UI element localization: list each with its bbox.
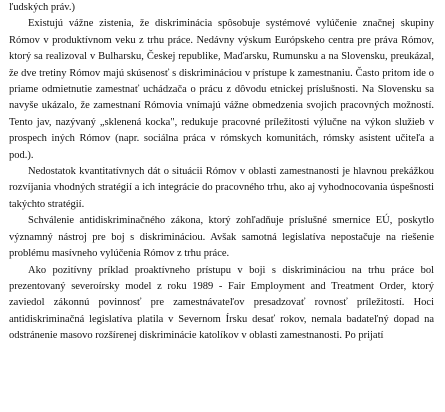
paragraph-data-shortage: Nedostatok kvantitatívnych dát o situácii Rómov v oblasti zamestnanosti je hlavnou prekážkou rozvíjania vhodných stratégií a ich integrácie do pracovného trhu, ako aj vyhodnocovania úspešnosti takýchto stratégií. xyxy=(9,166,434,210)
paragraph-northern-ireland-model: Ako pozitívny príklad proaktívneho prístupu v boji s diskrimináciou na trhu práce bol prezentovaný severoírsky model z roku 1989 - Fair Employment and Treatment Order, ktorý zaviedol zákonnú povinnosť pre zamestnávateľov presadzovať rovnosť príležitostí. Hoci antidiskriminačná legislatíva platila v Severnom Írsku desať rokov, nemala badateľný dopad na odstránenie masovo rozšírenej diskriminácie katolíkov v oblasti zamestnanosti. Po prijatí xyxy=(9,264,434,342)
paragraph-discrimination-findings: Existujú vážne zistenia, že diskriminácia spôsobuje systémové vylúčenie značnej skupiny Rómov v produktívnom veku z trhu práce. Nedávny výskum Európskeho centra pre práva Rómov, ktorý sa realizoval v Bulharsku, Českej republike, Maďarsku, Rumunsku a na Slovensku, preukázal, že dve tretiny Rómov majú skúsenosť s diskrimináciou v prístupe k zamestnaniu. Často pritom ide o priame odmietnutie zamestnať uchádzača o prácu z dôvodu etnickej príslušnosti. Na Slovensku sa navyše ukázalo, že zamestnaní Rómovia vnímajú vážne obmedzenia svojich pracovných možností. Tento jav, nazývaný „sklenená kocka", redukuje pracovné príležitosti výlučne na výkon služieb v prospech iných Rómov (napr. sociálna práca v rómskych komunitách, rómsky asistent učiteľa a pod.). xyxy=(9,18,434,161)
paragraph-antidiscrimination-law: Schválenie antidiskriminačného zákona, ktorý zohľadňuje príslušné smernice EÚ, poskytlo významný nástroj pre boj s diskrimináciou. Avšak samotná legislatíva nepostačuje na riešenie problému masívneho vylúčenia Rómov z trhu práce. xyxy=(9,215,434,260)
document-page xyxy=(9,0,434,345)
paragraph-continuation: ľudských práv.) xyxy=(9,2,75,13)
